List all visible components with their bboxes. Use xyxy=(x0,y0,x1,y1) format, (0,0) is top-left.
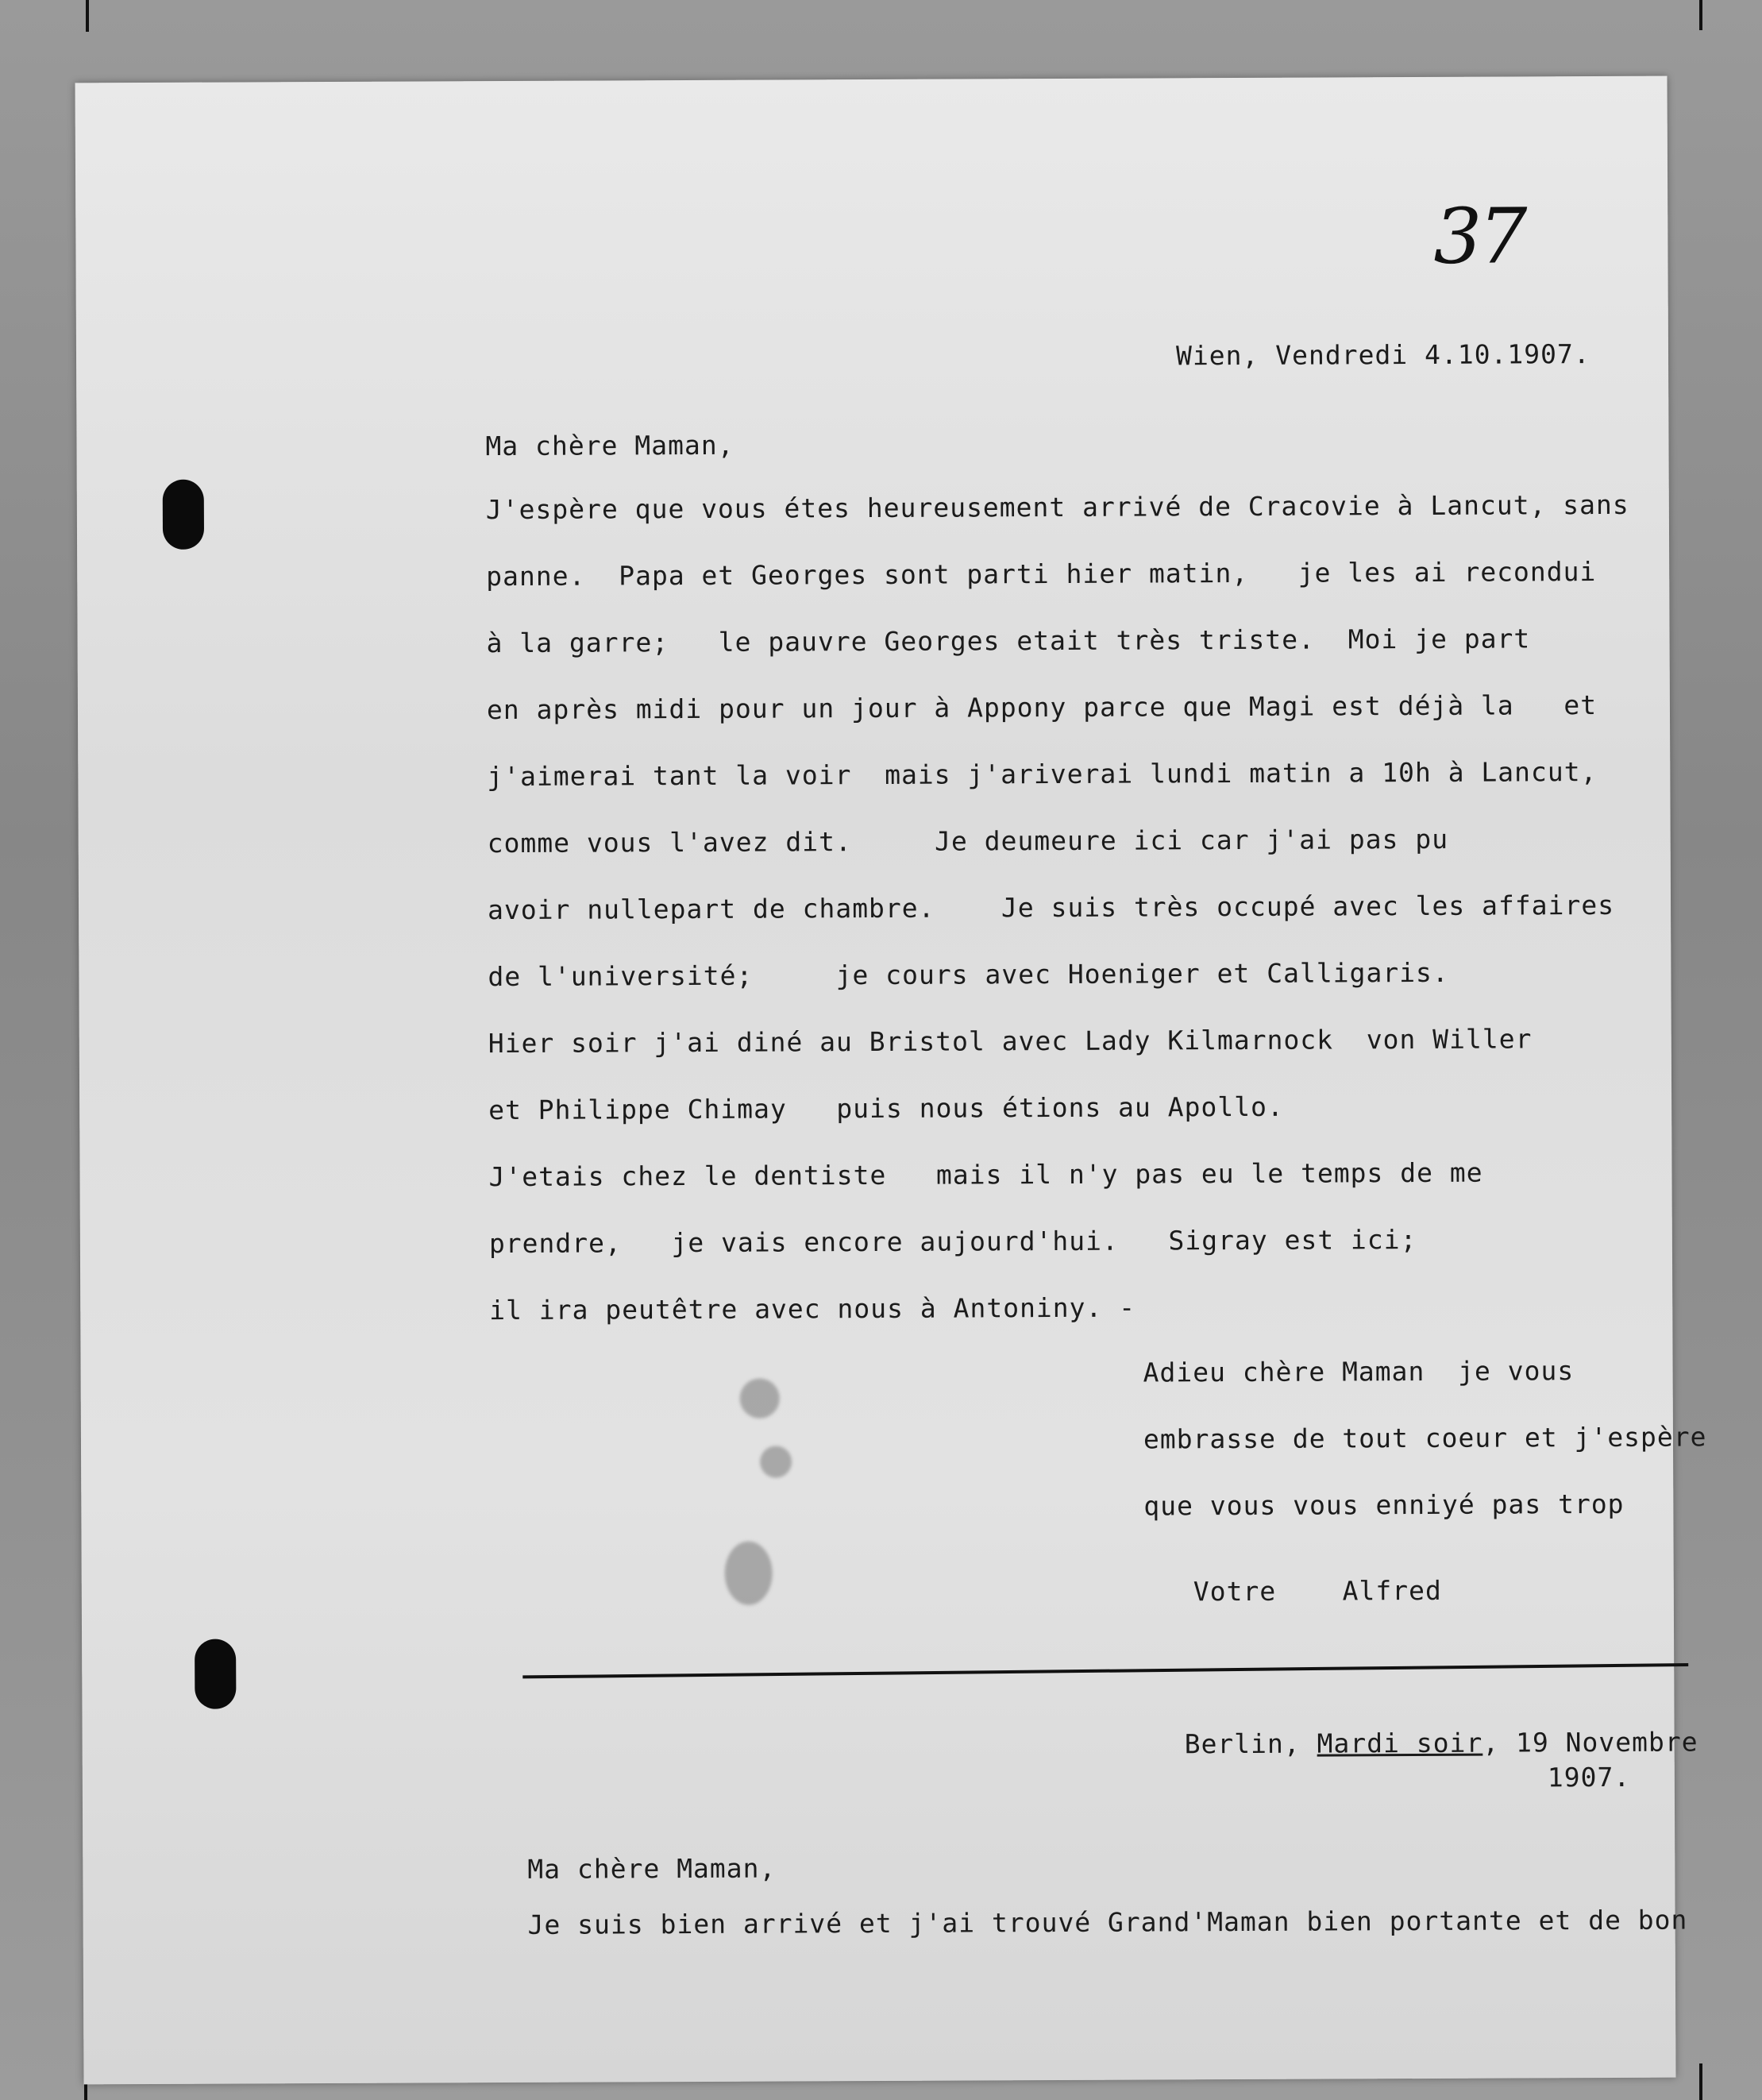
letter-signature: Votre Alfred xyxy=(1193,1574,1442,1608)
letter-body-line: J'etais chez le dentiste mais il n'y pas eu le temps de me xyxy=(488,1156,1483,1193)
letter-body-line: Hier soir j'ai diné au Bristol avec Lady Kilmarnock von Willer xyxy=(488,1023,1533,1060)
punch-hole-bottom xyxy=(195,1639,236,1709)
letter-body-line: il ira peutêtre avec nous à Antoniny. - xyxy=(489,1291,1136,1326)
letter-closing-line: Adieu chère Maman je vous xyxy=(1143,1355,1575,1388)
film-edge-mark-right xyxy=(1699,0,1702,30)
letter-body-line: en après midi pour un jour à Appony parce que Magi est déjà la et xyxy=(486,689,1598,726)
second-letter-salutation: Ma chère Maman, xyxy=(527,1852,777,1885)
second-letter-year: 1907. xyxy=(1547,1761,1631,1793)
letter-body-line: j'aimerai tant la voir mais j'ariverai lundi matin a 10h à Lancut, xyxy=(487,756,1598,793)
stain xyxy=(725,1542,773,1605)
letter-closing-line: embrasse de tout coeur et j'espère xyxy=(1143,1421,1707,1455)
letter-body-line: panne. Papa et Georges sont parti hier matin, je les ai recondui xyxy=(486,556,1597,593)
second-letter-day: Mardi soir xyxy=(1317,1727,1483,1759)
second-letter-date-rest: , 19 Novembre xyxy=(1482,1726,1698,1758)
stain xyxy=(760,1446,792,1477)
letter-divider xyxy=(522,1663,1688,1678)
letter-body-line: prendre, je vais encore aujourd'hui. Sigray est ici; xyxy=(488,1224,1417,1260)
letter-date: Wien, Vendredi 4.10.1907. xyxy=(1175,338,1590,372)
film-edge-mark-bottom-right xyxy=(1699,2063,1702,2100)
second-letter-place: Berlin, xyxy=(1184,1727,1317,1760)
letter-body-line: avoir nullepart de chambre. Je suis très occupé avec les affaires xyxy=(487,889,1615,926)
punch-hole-top xyxy=(163,480,204,550)
stain xyxy=(740,1379,780,1419)
letter-body-line: J'espère que vous étes heureusement arrivé de Cracovie à Lancut, sans xyxy=(485,488,1629,526)
letter-body-line: comme vous l'avez dit. Je deumeure ici car j'ai pas pu xyxy=(487,823,1449,859)
second-letter-body-line: Je suis bien arrivé et j'ai trouvé Grand'Maman bien portante et de bon xyxy=(527,1904,1688,1940)
letter-body-line: de l'université; je cours avec Hoeniger et Calligaris. xyxy=(488,956,1449,993)
page-number: 37 xyxy=(1433,191,1525,281)
letter-salutation: Ma chère Maman, xyxy=(485,429,734,462)
letter-body-line: et Philippe Chimay puis nous étions au Apollo. xyxy=(488,1091,1284,1126)
second-letter-date xyxy=(1185,1726,1698,1759)
letter-closing-line: que vous vous enniyé pas trop xyxy=(1143,1488,1625,1522)
letter-body-line: à la garre; le pauvre Georges etait très triste. Moi je part xyxy=(486,623,1531,659)
letter-page xyxy=(75,76,1707,2085)
film-edge-mark-left xyxy=(86,0,89,32)
